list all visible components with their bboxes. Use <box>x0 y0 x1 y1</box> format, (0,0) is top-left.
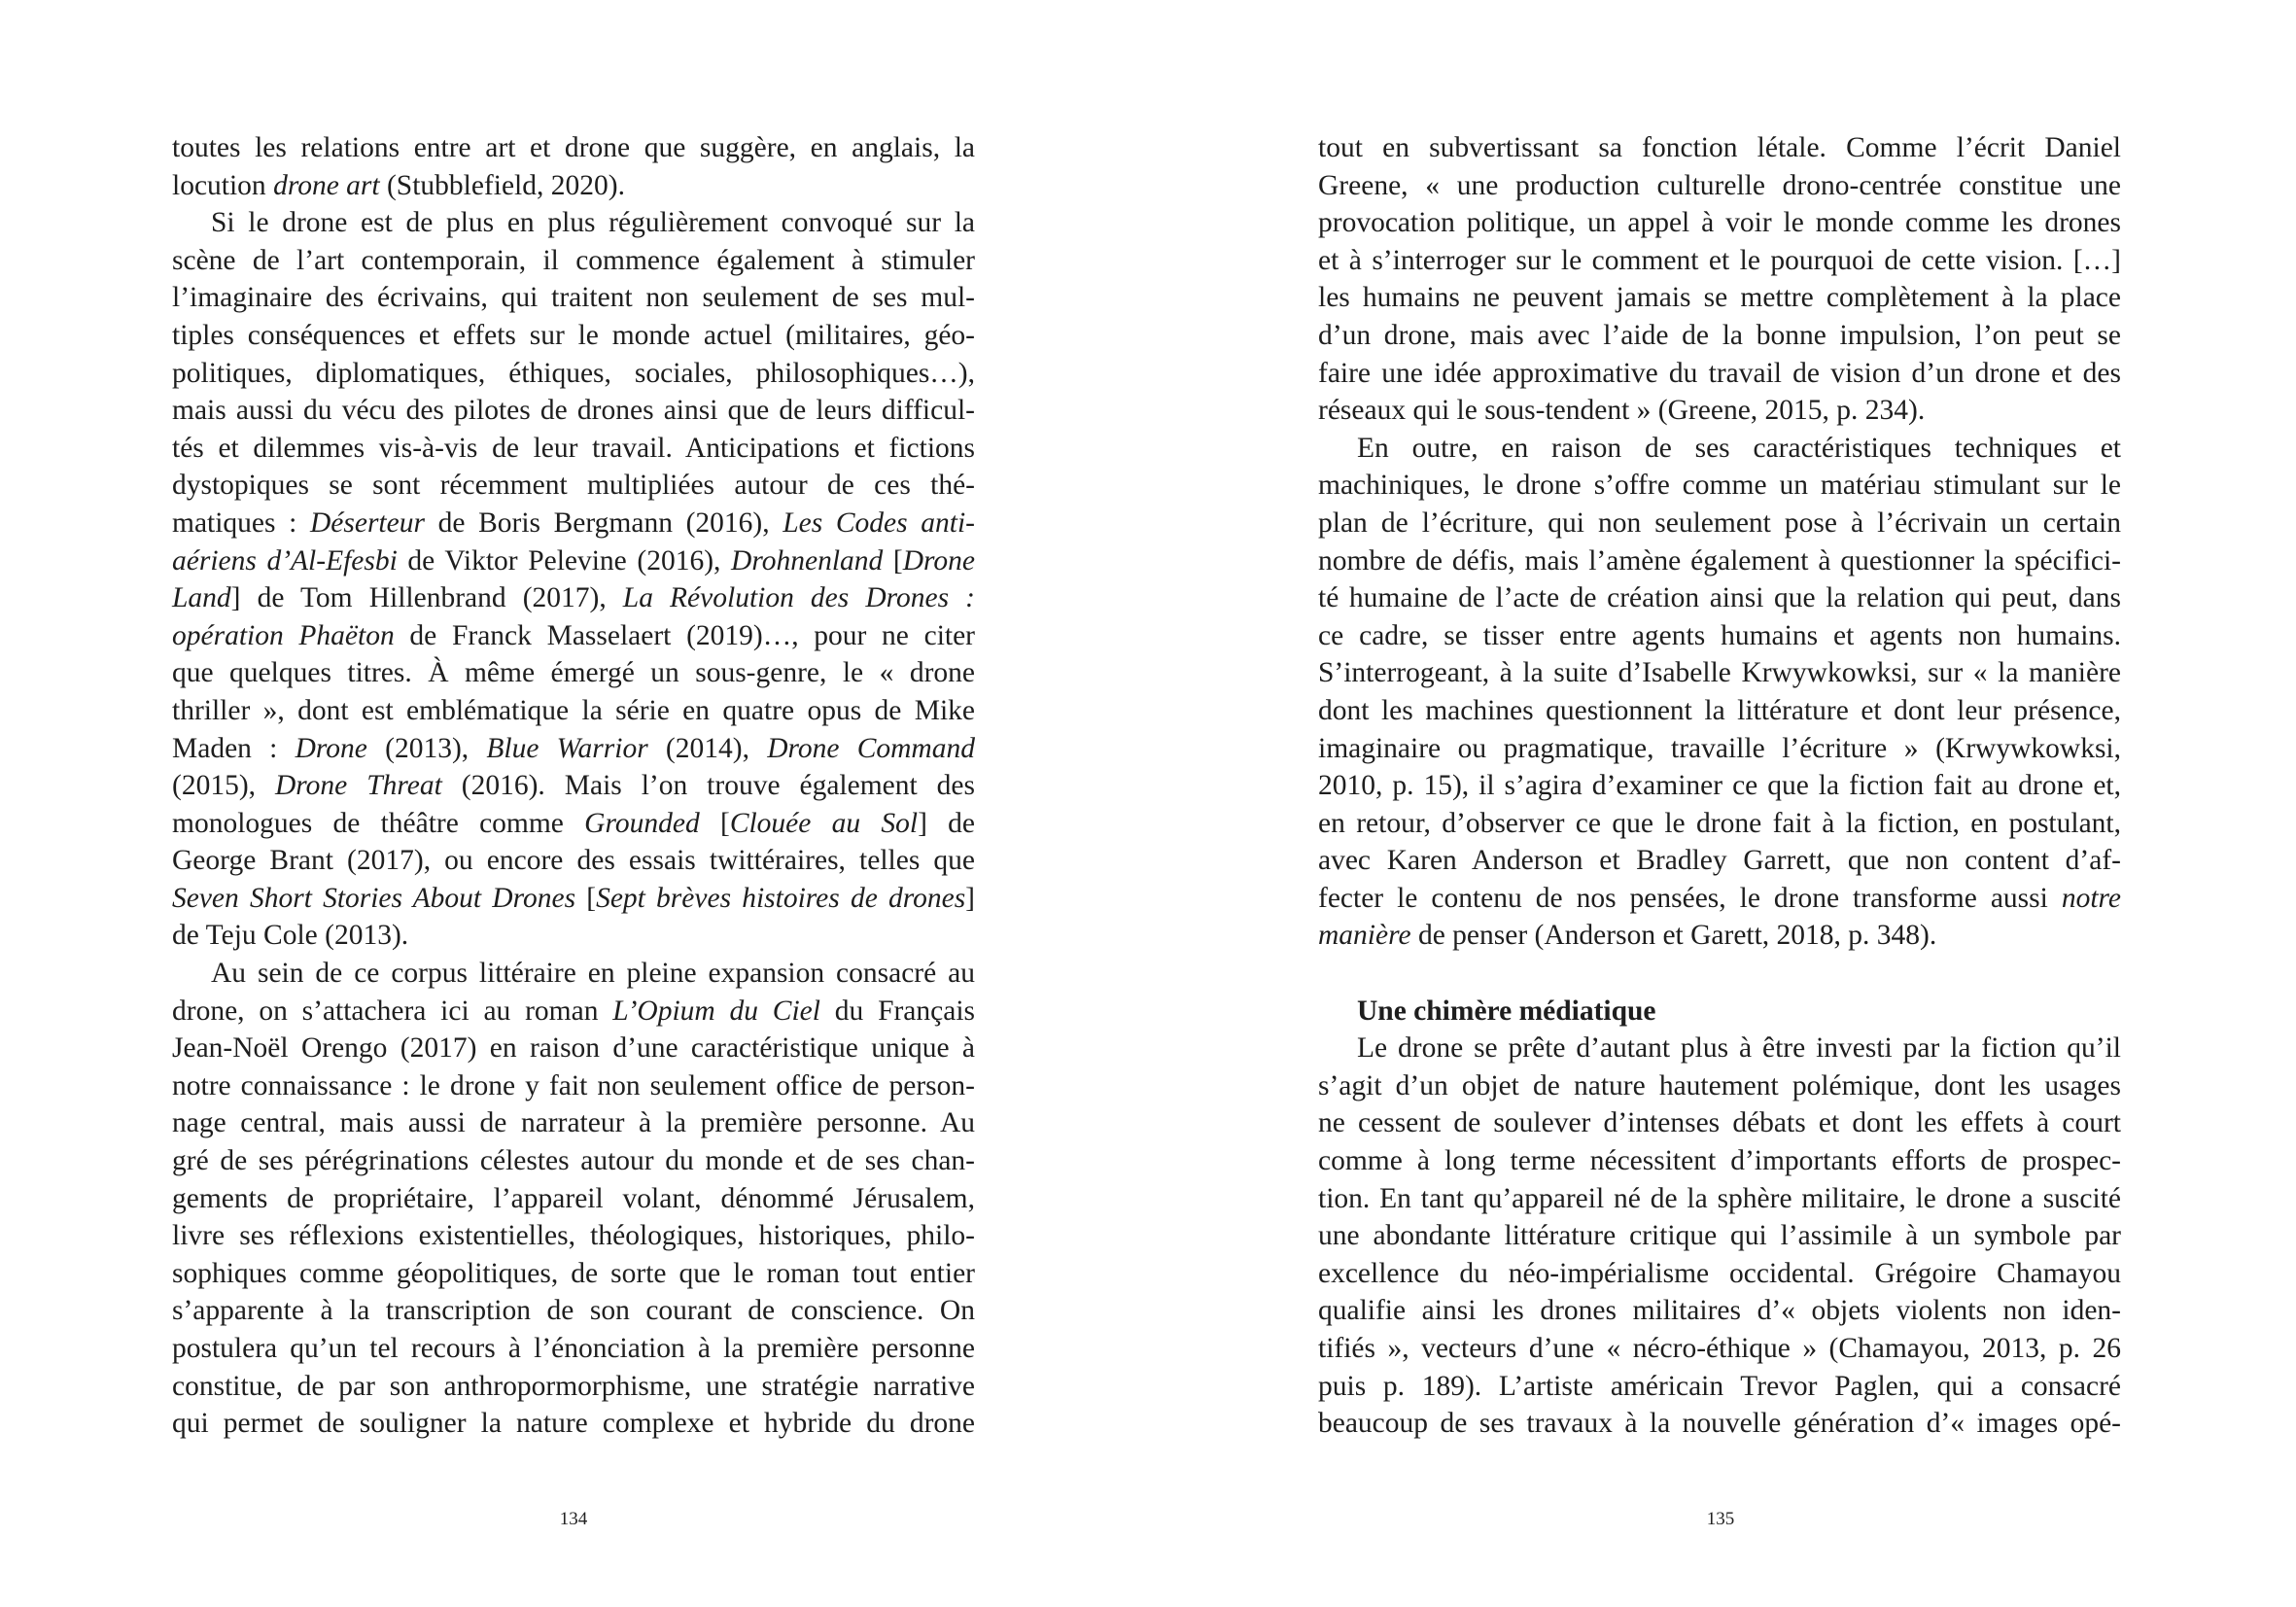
text-line <box>172 167 975 205</box>
italic-title: Drone Command <box>767 732 975 764</box>
italic-title: Blue Warrior <box>486 732 648 764</box>
text-line: puis p. 189). L’artiste américain Trevor Paglen, qui a consacré <box>1318 1370 2121 1402</box>
text-line: l’imaginaire des écrivains, qui traitent non seulement de ses mul- <box>172 282 975 314</box>
text-line: s’agit d’un objet de nature hautement polémique, dont les usages <box>1318 1069 2121 1101</box>
text-line: imaginaire ou pragmatique, travaille l’écriture » (Krwywkowksi, <box>1318 732 2121 764</box>
text-segment: locution <box>172 169 274 201</box>
page-number-right: 135 <box>1706 1509 1735 1529</box>
text-line: Le drone se prête d’autant plus à être investi par la fiction qu’il <box>1357 1032 2121 1065</box>
text-line: 2010, p. 15), il s’agira d’examiner ce que la fiction fait au drone et, <box>1318 770 2121 802</box>
italic-title: drone art <box>273 169 380 201</box>
text-segment: (2014), <box>647 732 768 764</box>
text-line: provocation politique, un appel à voir le monde comme les drones <box>1318 207 2121 239</box>
text-segment: matiques : <box>172 507 310 539</box>
text-line: avec Karen Anderson et Bradley Garrett, que non content d’af- <box>1318 845 2121 877</box>
text-segment: monologues de théâtre comme <box>172 807 585 839</box>
text-line: réseaux qui le sous-tendent » (Greene, 2015, p. 234). <box>1318 395 1926 427</box>
text-line <box>172 505 975 542</box>
italic-title: opération Phaëton <box>172 619 395 651</box>
text-line: beaucoup de ses travaux à la nouvelle génération d’« images opé- <box>1318 1408 2121 1440</box>
text-line: té humaine de l’acte de création ainsi que la relation qui peut, dans <box>1318 582 2121 614</box>
text-line <box>172 805 975 843</box>
text-line: politiques, diplomatiques, éthiques, sociales, philosophiques…), <box>172 357 975 389</box>
text-line: tifiés », vecteurs d’une « nécro-éthique » (Chamayou, 2013, p. 26 <box>1318 1333 2121 1364</box>
text-line: thriller », dont est emblématique la série en quatre opus de Mike <box>172 694 975 726</box>
text-line: gré de ses pérégrinations célestes autour du monde et de ses chan- <box>172 1145 975 1177</box>
text-segment: de Boris Bergmann (2016), <box>424 507 783 539</box>
text-line: nage central, mais aussi de narrateur à la première personne. Au <box>172 1107 975 1139</box>
text-line: que quelques titres. À même émergé un sous-genre, le « drone <box>172 657 975 689</box>
text-line <box>172 880 975 918</box>
right-page-body <box>1318 129 2121 1443</box>
text-line: de Teju Cole (2013). <box>172 920 409 952</box>
italic-title: Déserteur <box>309 507 425 539</box>
text-line: d’un drone, mais avec l’aide de la bonne impulsion, l’on peut se <box>1318 319 2121 351</box>
text-segment: du Français <box>819 995 975 1027</box>
text-line: notre connaissance : le drone y fait non seulement office de person- <box>172 1069 975 1101</box>
text-line <box>1318 917 2121 955</box>
text-segment: [ <box>575 882 597 914</box>
text-line: toutes les relations entre art et drone que suggère, en anglais, la <box>172 132 975 163</box>
text-line: tion. En tant qu’appareil né de la sphère militaire, le drone a suscité <box>1318 1182 2121 1214</box>
text-segment: de penser (Anderson et Garett, 2018, p. 348). <box>1410 920 1937 952</box>
italic-title: manière <box>1318 920 1411 952</box>
text-line: Greene, « une production culturelle drono-centrée constitue une <box>1318 169 2121 201</box>
italic-title: La Révolution des Drones : <box>622 582 975 614</box>
italic-title: Drone <box>295 732 367 764</box>
text-line: sophiques comme géopolitiques, de sorte que le roman tout entier <box>172 1257 975 1289</box>
text-line: Au sein de ce corpus littéraire en pleine expansion consacré au <box>211 958 975 990</box>
italic-title: Clouée au Sol <box>729 807 919 839</box>
italic-title: aériens d’Al-Efesbi <box>172 544 398 576</box>
text-line: constitue, de par son anthropormorphisme, une stratégie narrative <box>172 1370 975 1402</box>
text-line <box>172 993 975 1031</box>
text-segment: drone, on s’attachera ici au roman <box>172 995 613 1027</box>
text-line: postulera qu’un tel recours à l’énonciation à la première personne <box>172 1333 975 1364</box>
text-line: Si le drone est de plus en plus régulièrement convoqué sur la <box>211 207 975 239</box>
text-line: dont les machines questionnent la littérature et dont leur présence, <box>1318 694 2121 726</box>
text-line: les humains ne peuvent jamais se mettre complètement à la place <box>1318 282 2121 314</box>
italic-title: Seven Short Stories About Drones <box>172 882 576 914</box>
text-line: mais aussi du vécu des pilotes de drones ainsi que de leurs difficul- <box>172 395 975 427</box>
text-line: tiples conséquences et effets sur le monde actuel (militaires, géo- <box>172 319 975 351</box>
text-line: S’interrogeant, à la suite d’Isabelle Krwywkowksi, sur « la manière <box>1318 657 2121 689</box>
text-line: livre ses réflexions existentielles, théologiques, historiques, philo- <box>172 1220 975 1252</box>
text-line: George Brant (2017), ou encore des essais twittéraires, telles que <box>172 845 975 877</box>
italic-title: Les Codes anti- <box>783 507 975 539</box>
italic-title: Drone Threat <box>274 770 442 802</box>
text-line: en retour, d’observer ce que le drone fait à la fiction, en postulant, <box>1318 807 2121 839</box>
text-line: une abondante littérature critique qui l’assimile à un symbole par <box>1318 1220 2121 1252</box>
text-line: comme à long terme nécessitent d’importants efforts de prospec- <box>1318 1145 2121 1177</box>
text-line: dystopiques se sont récemment multipliées autour de ces thé- <box>172 470 975 502</box>
text-line: ne cessent de soulever d’intenses débats et dont les effets à court <box>1318 1107 2121 1139</box>
section-heading: Une chimère médiatique <box>1357 995 1656 1027</box>
italic-title: Land <box>172 582 231 614</box>
text-line <box>172 542 975 580</box>
text-line: qualifie ainsi les drones militaires d’« objets violents non iden- <box>1318 1295 2121 1327</box>
text-line: nombre de défis, mais l’amène également à questionner la spécifici- <box>1318 544 2121 576</box>
text-segment: [ <box>883 544 903 576</box>
text-line: ce cadre, se tisser entre agents humains et agents non humains. <box>1318 619 2121 651</box>
text-segment: fecter le contenu de nos pensées, le drone transforme aussi <box>1318 882 2062 914</box>
text-segment: (Stubblefield, 2020). <box>379 169 625 201</box>
italic-title: L’Opium du Ciel <box>612 995 820 1027</box>
italic-title: Sept brèves histoires de drones <box>596 882 966 914</box>
italic-title: notre <box>2061 882 2121 914</box>
text-line: excellence du néo-impérialisme occidental. Grégoire Chamayou <box>1318 1257 2121 1289</box>
text-segment: ] <box>965 882 975 914</box>
left-page-body <box>172 129 975 1443</box>
text-line <box>172 767 975 805</box>
text-line: et à s’interroger sur le comment et le pourquoi de cette vision. […] <box>1318 244 2121 276</box>
text-line <box>172 579 975 617</box>
text-line: En outre, en raison de ses caractéristiques techniques et <box>1357 432 2121 464</box>
text-line <box>172 617 975 655</box>
text-line: qui permet de souligner la nature complexe et hybride du drone <box>172 1408 975 1440</box>
text-line: tout en subvertissant sa fonction létale. Comme l’écrit Daniel <box>1318 132 2121 163</box>
italic-title: Drone <box>902 544 975 576</box>
text-segment: (2013), <box>366 732 487 764</box>
italic-title: Grounded <box>584 807 700 839</box>
text-line: machiniques, le drone s’offre comme un matériau stimulant sur le <box>1318 470 2121 502</box>
text-segment: de Viktor Pelevine (2016), <box>397 544 732 576</box>
page-number-left: 134 <box>559 1509 588 1529</box>
text-segment: (2015), <box>172 770 275 802</box>
text-segment: de Franck Masselaert (2019)…, pour ne citer <box>394 619 975 651</box>
text-line: plan de l’écriture, qui non seulement pose à l’écrivain un certain <box>1318 507 2121 539</box>
italic-title: Drohnenland <box>731 544 884 576</box>
text-segment: ] de Tom Hillenbrand (2017), <box>230 582 623 614</box>
text-line: scène de l’art contemporain, il commence également à stimuler <box>172 244 975 276</box>
text-segment: [ <box>699 807 730 839</box>
text-line <box>1318 880 2121 918</box>
text-line: gements de propriétaire, l’appareil volant, dénommé Jérusalem, <box>172 1182 975 1214</box>
text-line: tés et dilemmes vis-à-vis de leur travail. Anticipations et fictions <box>172 432 975 464</box>
text-segment: Maden : <box>172 732 296 764</box>
text-line: Jean-Noël Orengo (2017) en raison d’une caractéristique unique à <box>172 1032 975 1065</box>
text-line <box>172 730 975 768</box>
section-spacer <box>1318 955 2121 993</box>
text-line: s’apparente à la transcription de son courant de conscience. On <box>172 1295 975 1327</box>
text-line: faire une idée approximative du travail de vision d’un drone et des <box>1318 357 2121 389</box>
text-segment: ] de <box>918 807 976 839</box>
text-segment: (2016). Mais l’on trouve également des <box>441 770 975 802</box>
